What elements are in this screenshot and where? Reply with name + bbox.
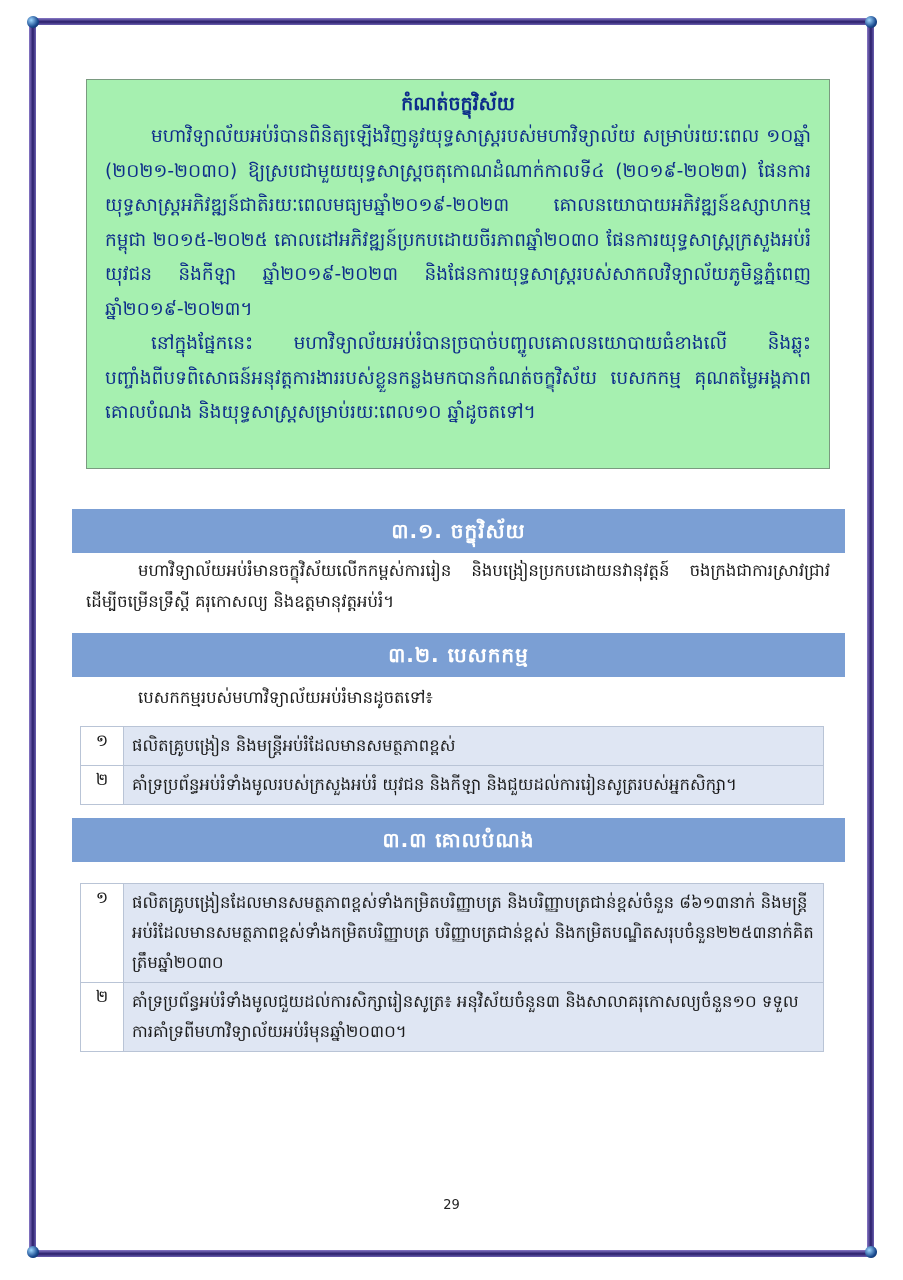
row-text: ផលិតគ្រូបង្រៀនដែលមានសមត្ថភាពខ្ពស់ទាំងកម្រិតបរិញ្ញាបត្រ និងបរិញ្ញាបត្រជាន់ខ្ពស់ចំនួន ៨៦១៣នាក់ និងមន្ត្រីអប់រំដែលមានសមត្ថភាពខ្ពស់ទាំងកម្រិតបរិញ្ញាបត្រ បរិញ្ញាបត្រជាន់ខ្ពស់ និងកម្រិតបណ្ឌិតសរុបចំនួន២២៥៣នាក់គិតត្រឹមឆ្នាំ២០៣០ — [124, 884, 824, 983]
table-row — [81, 727, 824, 766]
row-number: ២ — [81, 766, 124, 805]
vision-intro-box — [86, 79, 830, 469]
vision-paragraph-1: មហាវិទ្យាល័យអប់រំបានពិនិត្យឡើងវិញនូវយុទ្ធសាស្ត្ររបស់មហាវិទ្យាល័យ សម្រាប់រយៈពេល ១០ឆ្នាំ (២០២១-២០៣០) ឱ្យស្របជាមួយយុទ្ធសាស្ត្រចតុកោណដំណាក់កាលទី៤ (២០១៩-២០២៣) ផែនការយុទ្ធសាស្ត្រអភិវឌ្ឍន៍ជាតិរយៈពេលមធ្យមឆ្នាំ២០១៩-២០២៣ គោលនយោបាយអភិវឌ្ឍន៍ឧស្សាហកម្មកម្ពុជា ២០១៥-២០២៥ គោលដៅអភិវឌ្ឍន៍ប្រកបដោយចីរភាពឆ្នាំ២០៣០ ផែនការយុទ្ធសាស្ត្រក្រសួងអប់រំ យុវជន និងកីឡា ឆ្នាំ២០១៩-២០២៣ និងផែនការយុទ្ធសាស្ត្ររបស់សាកលវិទ្យាល័យភូមិន្ទភ្នំពេញ ឆ្នាំ២០១៩-២០២៣។ — [105, 126, 811, 320]
vision-statement — [86, 555, 830, 617]
vision-box-title: កំណត់ចក្ខុវិស័យ — [401, 93, 515, 115]
frame-corner-ornament — [865, 1246, 877, 1258]
section-heading-objectives: ៣.៣ គោលបំណង — [72, 818, 845, 862]
row-number: ២ — [81, 983, 124, 1052]
table-row — [81, 983, 824, 1052]
page-frame-right — [867, 22, 874, 1254]
section-heading-mission: ៣.២. បេសកកម្ម — [72, 633, 845, 677]
mission-intro — [86, 682, 830, 713]
mission-table — [80, 726, 824, 805]
mission-intro-text: បេសកកម្មរបស់មហាវិទ្យាល័យអប់រំមានដូចតទៅ៖ — [138, 688, 433, 707]
table-row — [81, 884, 824, 983]
frame-corner-ornament — [27, 1246, 39, 1258]
page-number: 29 — [443, 1198, 460, 1213]
page-frame-bottom — [30, 1250, 873, 1257]
table-row — [81, 766, 824, 805]
section-heading-vision: ៣.១. ចក្ខុវិស័យ — [72, 509, 845, 553]
page-frame-top — [30, 18, 873, 25]
row-text: គាំទ្រប្រព័ន្ធអប់រំទាំងមូលរបស់ក្រសួងអប់រំ យុវជន និងកីឡា និងជួយដល់ការរៀនសូត្ររបស់អ្នកសិក្សា។ — [124, 766, 824, 805]
row-number: ១ — [81, 884, 124, 983]
row-text: គាំទ្រប្រព័ន្ធអប់រំទាំងមូលជួយដល់ការសិក្សារៀនសូត្រ៖ អនុវិស័យចំនួន៣ និងសាលាគរុកោសល្យចំនួន១០ ទទួលការគាំទ្រពីមហាវិទ្យាល័យអប់រំមុនឆ្នាំ២០៣០។ — [124, 983, 824, 1052]
row-number: ១ — [81, 727, 124, 766]
vision-paragraph-2: នៅក្នុងផ្នែកនេះ មហាវិទ្យាល័យអប់រំបានច្របាច់បញ្ចូលគោលនយោបាយធំខាងលើ និងឆ្លុះបញ្ចាំងពីបទពិសោធន៍អនុវត្តការងាររបស់ខ្លួនកន្លងមកបានកំណត់ចក្ខុវិស័យ បេសកកម្ម គុណតម្លៃអង្គភាព គោលបំណង និងយុទ្ធសាស្ត្រសម្រាប់រយៈពេល១០ ឆ្នាំដូចតទៅ។ — [105, 333, 811, 423]
row-text: ផលិតគ្រូបង្រៀន និងមន្ត្រីអប់រំដែលមានសមត្ថភាពខ្ពស់ — [124, 727, 824, 766]
objectives-table — [80, 883, 824, 1052]
frame-corner-ornament — [27, 16, 39, 28]
frame-corner-ornament — [865, 16, 877, 28]
vision-statement-text: មហាវិទ្យាល័យអប់រំមានចក្ខុវិស័យលើកកម្ពស់ការរៀន និងបង្រៀនប្រកបដោយនវានុវត្តន៍ ចងក្រងជាការស្រាវជ្រាវ ដើម្បីចម្រើនទ្រឹស្តី គរុកោសល្យ និងឧត្តមានុវត្តអប់រំ។ — [86, 561, 830, 611]
page-frame-left — [29, 22, 36, 1254]
